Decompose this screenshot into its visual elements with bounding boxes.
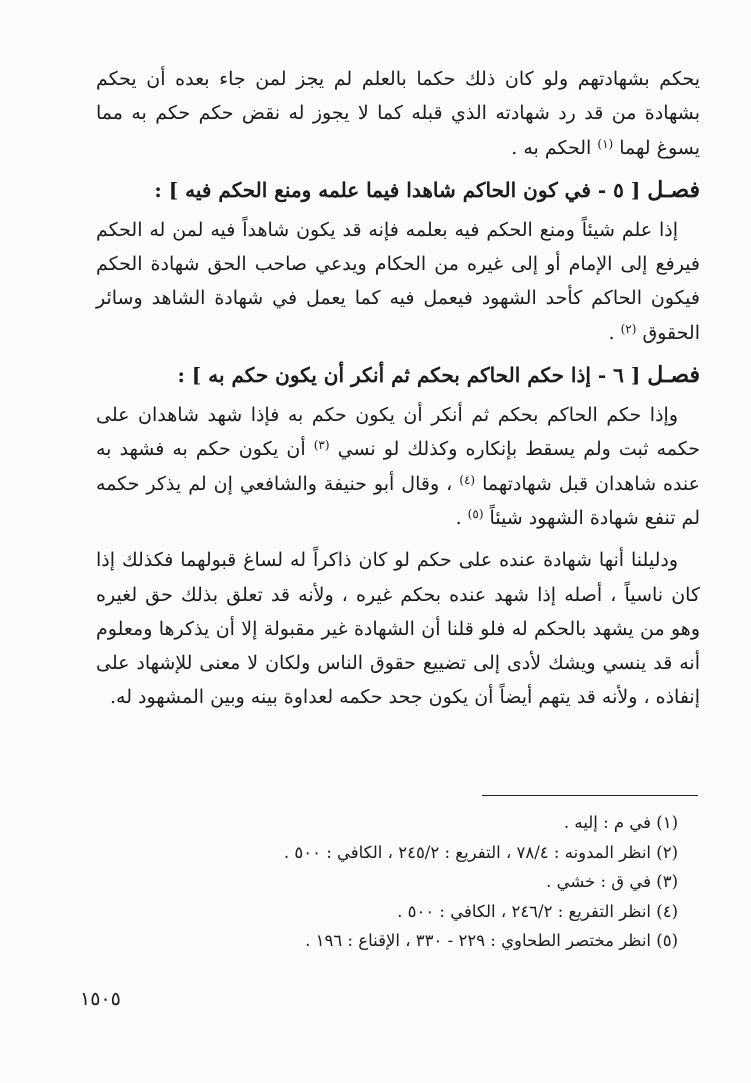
paragraph-2-text: إذا علم شيئاً ومنع الحكم فيه بعلمه فإنه قد يكون شاهداً فيه لمن له الحكم فيرفع إلى الإمام أو إلى غيره من الحكام ويدعي صاحب الحق شهادة الحكم فيكون الحاكم كأحد الشهود فيعمل فيه كما يعمل في شهادة الشاهد وسائر الحقوق xyxy=(96,218,700,344)
paragraph-1 xyxy=(96,62,700,165)
paragraph-1-end: الحكم به . xyxy=(511,136,592,159)
page-number: ١٥٠٥ xyxy=(80,988,121,1010)
footnote-ref-5[interactable]: (٥) xyxy=(467,506,484,521)
footnote-4: (٤) انظر التفريع : ٢٤٦/٢ ، الكافي : ٥٠٠ . xyxy=(397,901,678,921)
footnote-ref-1[interactable]: (١) xyxy=(597,136,614,151)
paragraph-3-end: . xyxy=(455,506,462,529)
paragraph-gap xyxy=(96,535,700,543)
paragraph-3-text-a: وإذا حكم الحاكم بحكم ثم أنكر أن يكون حكم به فإذا شهد شاهدان على حكمه ثبت ولم يسقط بإنكاره وكذلك لو نسي xyxy=(96,404,701,461)
paragraph-3-text-c: ، وقال أبو حنيفة والشافعي إن لم يذكر حكمه لم تنفع شهادة الشهود شيئاً xyxy=(96,472,700,529)
footnote-2: (٢) انظر المدونه : ٧٨/٤ ، التفريع : ٢٤٥/٢ ، الكافي : ٥٠٠ . xyxy=(283,842,678,862)
paragraph-2 xyxy=(96,213,700,350)
paragraph-3 xyxy=(96,398,700,535)
footnotes xyxy=(110,808,678,956)
section-heading-5-lead: فصـل xyxy=(647,176,700,203)
footnote-ref-3[interactable]: (٣) xyxy=(313,438,330,453)
paragraph-3-text-b: أن يكون حكم به فشهد به عنده شاهدان قبل شهادتهما xyxy=(96,438,700,495)
footnote-5: (٥) انظر مختصر الطحاوي : ٢٢٩ - ٣٣٠ ، الإقناع : ١٩٦ . xyxy=(305,931,678,951)
main-text xyxy=(96,62,700,715)
paragraph-4 xyxy=(96,543,700,714)
section-heading-6 xyxy=(96,358,700,392)
paragraph-1-text: يحكم بشهادتهم ولو كان ذلك حكما بالعلم لم يجز لمن جاء بعده أن يحكم بشهادة من قد رد شهادته الذي قبله كما لا يجوز له نقض حكم حكم به مما يسوغ لهما xyxy=(96,68,700,159)
footnote-ref-4[interactable]: (٤) xyxy=(459,472,476,487)
footnote-ref-2[interactable]: (٢) xyxy=(620,321,637,336)
section-heading-6-lead: فصـل xyxy=(647,362,700,389)
paragraph-4-text: ودليلنا أنها شهادة عنده على حكم لو كان ذاكراً له لساغ قبولهما فكذلك إذا كان ناسياً ، أصله إذا شهد عنده بحكم غيره ، ولأنه قد تعلق بذلك حق لغيره وهو من يشهد بالحكم له فلو قلنا أن الشهادة غير مقبولة إلا أن يذكرها ومعلوم أنه قد ينسي ويشك لأدى إلى تضييع حقوق الناس ولكان لا معنى للإشهاد على إنفاذه ، ولأنه قد يتهم أيضاً أن يكون جحد حكمه لعداوة بينه وبين المشهود له. xyxy=(96,549,700,709)
footnote-separator xyxy=(482,795,698,796)
section-heading-5-text: [ ٥ - في كون الحاكم شاهدا فيما علمه ومنع الحكم فيه ] : xyxy=(154,177,641,202)
footnote-3: (٣) في ق : خشي . xyxy=(546,872,678,892)
section-heading-5 xyxy=(96,173,700,207)
paragraph-2-end: . xyxy=(608,321,615,344)
section-heading-6-text: [ ٦ - إذا حكم الحاكم بحكم ثم أنكر أن يكون حكم به ] : xyxy=(177,363,641,388)
footnote-1: (١) في م : إليه . xyxy=(563,813,678,832)
